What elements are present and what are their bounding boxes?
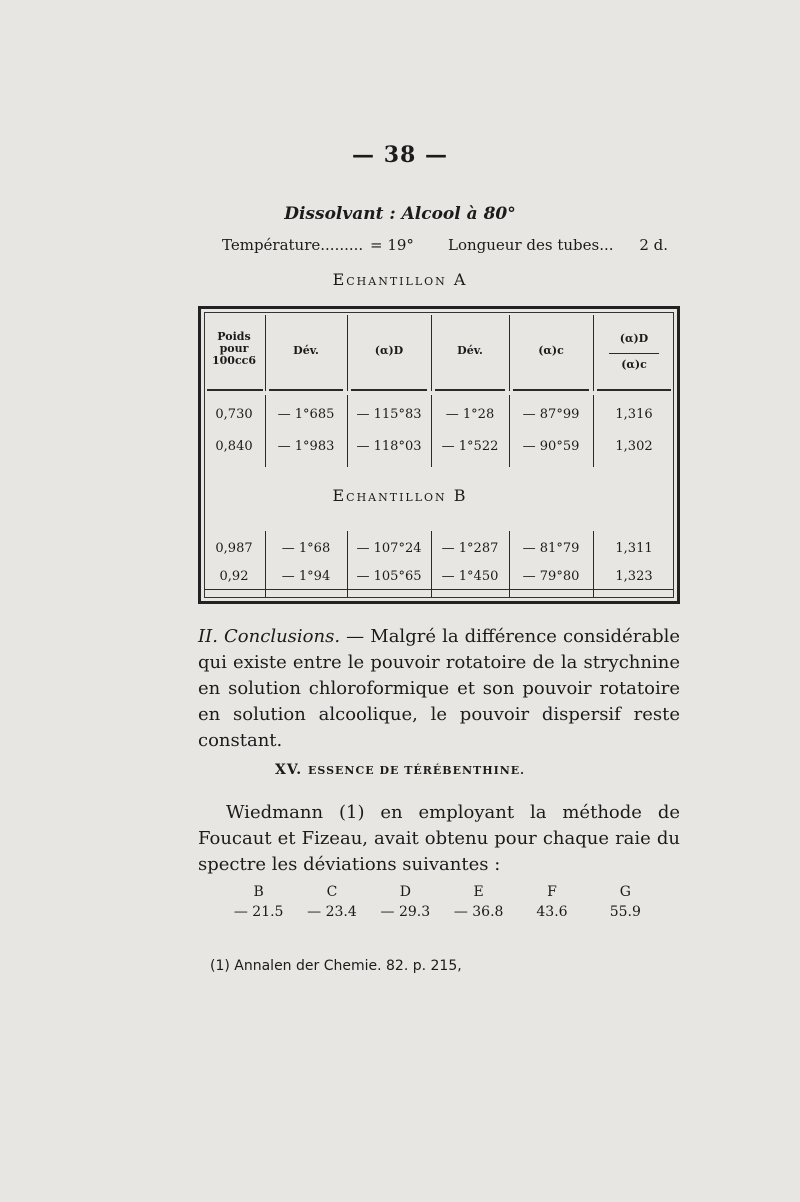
header-deviation-d: Dév.: [293, 344, 319, 357]
table-cell: 0,840: [215, 439, 253, 454]
header-weight-line1: Poids: [217, 330, 251, 343]
table-cell: — 79°80: [522, 569, 580, 584]
table-divider: [431, 395, 432, 467]
table-divider: [347, 531, 348, 597]
table-divider: [509, 531, 510, 597]
temperature-row: [222, 236, 668, 254]
table-divider: [509, 315, 510, 391]
header-weight-line2: pour: [219, 342, 249, 355]
header-rule: [597, 389, 671, 391]
spectral-letter: F: [547, 884, 557, 900]
table-cell: — 87°99: [522, 407, 580, 422]
section-number: XV.: [274, 762, 303, 778]
data-table: [198, 306, 680, 604]
header-weight: [207, 331, 261, 367]
spectral-value: 43.6: [536, 904, 568, 920]
sample-a-title: Echantillon A: [332, 270, 468, 289]
table-divider: [509, 395, 510, 467]
table-cell: — 105°65: [356, 569, 422, 584]
spectral-letter: D: [399, 884, 411, 900]
header-rule: [207, 389, 263, 391]
table-cell: 1,316: [615, 407, 653, 422]
table-divider: [265, 531, 266, 597]
temperature-value: = 19°: [370, 236, 414, 254]
table-cell: — 115°83: [356, 407, 422, 422]
tube-length-label: Longueur des tubes...: [448, 236, 614, 254]
page-number: — 38 —: [352, 142, 448, 168]
table-cell: — 1°28: [445, 407, 495, 422]
section-title: ESSENCE DE TÉRÉBENTHINE.: [308, 764, 526, 777]
table-cell: — 1°522: [441, 439, 499, 454]
table-divider: [431, 531, 432, 597]
table-cell: 0,730: [215, 407, 253, 422]
header-alpha-d: (α)D: [374, 344, 404, 357]
section-xv-heading: [0, 762, 800, 778]
table-cell: 1,323: [615, 569, 653, 584]
fraction-bar: [609, 353, 659, 354]
spectral-value: — 36.8: [453, 904, 504, 920]
table-divider: [593, 395, 594, 467]
header-ratio-top: (α)D: [619, 332, 649, 345]
sample-b-title: Echantillon B: [332, 486, 468, 505]
spectral-letter: G: [619, 884, 631, 900]
table-cell: — 1°287: [441, 541, 499, 556]
spectral-value: — 21.5: [233, 904, 284, 920]
header-rule: [513, 389, 589, 391]
table-divider: [593, 531, 594, 597]
conclusions-paragraph: [198, 624, 680, 754]
table-cell: — 1°94: [281, 569, 331, 584]
spectral-letter: C: [326, 884, 338, 900]
table-cell: — 118°03: [356, 439, 422, 454]
tube-length-value: 2 d.: [639, 236, 668, 254]
conclusions-heading: II. Conclusions.: [198, 626, 341, 647]
table-cell: 0,987: [215, 541, 253, 556]
table-bottom-rule: [205, 589, 673, 590]
table-divider: [265, 395, 266, 467]
conclusions-text: — Malgré la différence considérable qui existe entre le pouvoir rotatoire de la strychnine en solution chloroformique et son pouvoir rotatoire en solution alcoolique, le pouvoir dispersif reste constant.: [198, 626, 680, 751]
header-ratio-bottom: (α)c: [621, 358, 647, 371]
header-rule: [269, 389, 343, 391]
spectral-letter: B: [253, 884, 264, 900]
table-cell: 0,92: [219, 569, 249, 584]
spectral-letter: E: [473, 884, 484, 900]
table-cell: 1,311: [615, 541, 653, 556]
table-cell: — 90°59: [522, 439, 580, 454]
header-alpha-c: (α)c: [538, 344, 564, 357]
header-rule: [435, 389, 505, 391]
table-divider: [265, 315, 266, 391]
table-divider: [593, 315, 594, 391]
header-rule: [351, 389, 427, 391]
wiedmann-paragraph: Wiedmann (1) en employant la méthode de Foucaut et Fizeau, avait obtenu pour chaque raie du spectre les déviations suivantes :: [198, 802, 680, 875]
temperature-label: Température.........: [222, 236, 364, 254]
solvent-title: Dissolvant : Alcool à 80°: [284, 204, 516, 224]
header-weight-line3: 100cc6: [211, 354, 256, 367]
table-cell: — 1°450: [441, 569, 499, 584]
table-cell: — 1°983: [277, 439, 335, 454]
spectral-lines-table: [222, 884, 662, 920]
table-cell: — 1°685: [277, 407, 335, 422]
footnote: (1) Annalen der Chemie. 82. p. 215,: [210, 958, 462, 974]
spectral-value: 55.9: [609, 904, 641, 920]
table-divider: [431, 315, 432, 391]
table-divider: [347, 315, 348, 391]
spectral-values-row: [222, 904, 662, 920]
spectral-value: — 23.4: [307, 904, 357, 920]
spectral-letters-row: [222, 884, 662, 900]
table-cell: — 81°79: [522, 541, 580, 556]
table-cell: — 1°68: [281, 541, 331, 556]
table-divider: [347, 395, 348, 467]
header-deviation-c: Dév.: [457, 344, 483, 357]
table-cell: — 107°24: [356, 541, 422, 556]
spectral-value: — 29.3: [380, 904, 431, 920]
table-cell: 1,302: [615, 439, 653, 454]
